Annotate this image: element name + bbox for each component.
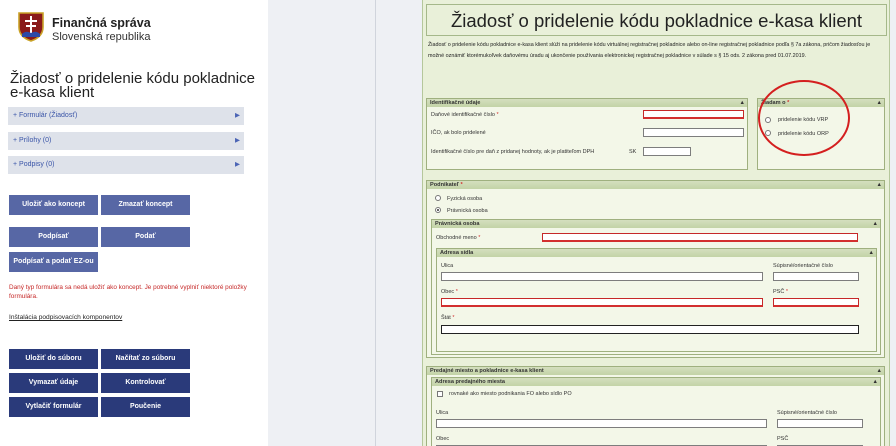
caret-up-icon[interactable]: ▲: [872, 379, 878, 385]
required-mark: *: [478, 235, 481, 241]
label-text: Obchodné meno: [436, 235, 477, 241]
obchodne-meno-label: [436, 235, 480, 241]
icdph-label: Identifikačné číslo pre daň z pridanej hodnoty, ak je platiteľom DPH: [431, 149, 595, 155]
ico-label: IČO, ak bolo pridelené: [431, 130, 486, 136]
stat-select[interactable]: [441, 325, 859, 334]
accordion-podpisy[interactable]: [8, 156, 244, 174]
ulica-input[interactable]: [436, 419, 767, 428]
form-title: Žiadosť o pridelenie kódu pokladnice e-kasa klient: [450, 10, 863, 31]
obec-label: [441, 289, 458, 295]
section-ident: [426, 98, 748, 170]
section-title: Adresa predajného miesta: [435, 379, 505, 385]
caret-up-icon[interactable]: ▲: [739, 100, 745, 106]
supisne-label: Súpisné/orientačné číslo: [773, 263, 833, 269]
sk-prefix: SK: [629, 149, 637, 155]
label-text: Daňové identifikačné číslo: [431, 112, 495, 118]
section-header: [427, 181, 884, 189]
save-file-button[interactable]: Uložiť do súboru: [9, 349, 98, 369]
highlight-circle: [758, 80, 850, 156]
icdph-input[interactable]: [643, 147, 691, 156]
supisne-input[interactable]: [773, 272, 859, 281]
section-pravnicka: [431, 219, 881, 355]
label-text: PSČ: [773, 289, 785, 295]
rovnake-checkbox[interactable]: [437, 391, 443, 397]
dic-label: [431, 112, 499, 118]
caret-up-icon[interactable]: ▲: [876, 100, 882, 106]
required-mark: *: [787, 100, 790, 106]
page-title: Žiadosť o pridelenie kódu pokladnice e-kasa klient: [10, 70, 255, 101]
sign-submit-button[interactable]: Podpísať a podať EZ-ou: [9, 252, 98, 272]
ico-input[interactable]: [643, 128, 744, 137]
print-button[interactable]: Vytlačiť formulár: [9, 397, 98, 417]
brand-name: Finančná správa: [52, 16, 151, 30]
required-mark: *: [496, 112, 499, 118]
install-components-link[interactable]: Inštalácia podpisovacích komponentov: [9, 314, 123, 321]
caret-up-icon[interactable]: ▲: [876, 182, 882, 188]
ulica-input[interactable]: [441, 272, 763, 281]
section-header: [427, 99, 747, 107]
required-mark: *: [452, 315, 455, 321]
vrp-label: pridelenie kódu VRP: [778, 117, 829, 123]
section-podnikatel: [426, 180, 885, 358]
radio-pravnicka[interactable]: [435, 207, 441, 213]
label-text: Štát: [441, 315, 451, 321]
psc-label: [773, 289, 788, 295]
brand-country: Slovenská republika: [52, 31, 151, 43]
required-mark: *: [455, 289, 458, 295]
section-header: [432, 378, 880, 386]
check-button[interactable]: Kontrolovať: [101, 373, 190, 393]
fyzicka-label: Fyzická osoba: [447, 196, 483, 202]
form-canvas: [422, 0, 890, 446]
delete-draft-button[interactable]: Zmazať koncept: [101, 195, 190, 215]
crest-icon: [16, 10, 46, 42]
ulica-label: Ulica: [441, 263, 454, 269]
obchodne-meno-input[interactable]: [542, 233, 858, 242]
section-adresa-predajne: [431, 377, 881, 446]
chevron-right-icon: ▶: [235, 137, 240, 144]
section-predajne: [426, 366, 885, 446]
section-header: [427, 367, 884, 375]
accordion-formular[interactable]: [8, 107, 244, 125]
pravnicka-label: Právnická osoba: [447, 208, 488, 214]
section-title: Identifikačné údaje: [430, 100, 481, 106]
radio-fyzicka[interactable]: [435, 195, 441, 201]
chevron-right-icon: ▶: [235, 161, 240, 168]
load-file-button[interactable]: Načítať zo súboru: [101, 349, 190, 369]
required-mark: *: [460, 182, 463, 188]
caret-up-icon[interactable]: ▲: [876, 368, 882, 374]
chevron-right-icon: ▶: [235, 112, 240, 119]
psc-label: PSČ: [777, 436, 789, 442]
form-header: [426, 4, 887, 36]
caret-up-icon[interactable]: ▲: [872, 221, 878, 227]
section-title: Právnická osoba: [435, 221, 480, 227]
obec-label: Obec: [436, 436, 450, 442]
section-adresa-sidla: [436, 248, 877, 352]
save-draft-button[interactable]: Uložiť ako koncept: [9, 195, 98, 215]
submit-button[interactable]: Podať: [101, 227, 190, 247]
rovnake-label: rovnaké ako miesto podnikania FO alebo sídlo PO: [449, 391, 572, 397]
section-title: Podnikateľ: [430, 182, 459, 188]
caret-up-icon[interactable]: ▲: [868, 250, 874, 256]
accordion-prilohy[interactable]: [8, 132, 244, 150]
section-title: Predajné miesto a pokladnice e-kasa klient: [430, 368, 544, 374]
clear-data-button[interactable]: Vymazať údaje: [9, 373, 98, 393]
help-button[interactable]: Poučenie: [101, 397, 190, 417]
form-intro: Žiadosť o pridelenie kódu pokladnice e-kasa klient slúži na pridelenie kódu virtuálnej registračnej pokladnice alebo on-line registračnej pokladnice podľa § 7a zákona, pričom žiadosťou je možné oznámiť ktorémukoľvek daňovému úradu aj ukončenie používania elektronickej registračnej pokladnice v súlade s § 15 ods. 2 zákona pred 01.07.2019.: [428, 42, 871, 59]
dic-input[interactable]: [643, 110, 744, 119]
sign-button[interactable]: Podpísať: [9, 227, 98, 247]
ulica-label: Ulica: [436, 410, 449, 416]
section-header: [437, 249, 876, 257]
obec-input[interactable]: [441, 298, 763, 307]
required-mark: *: [785, 289, 788, 295]
accordion-label: + Prílohy (0): [13, 137, 52, 144]
stat-label: [441, 315, 454, 321]
left-panel: [0, 0, 268, 446]
warning-message: Daný typ formulára sa nedá uložiť ako koncept. Je potrebné vyplniť niektoré položky formulára.: [9, 284, 247, 300]
supisne-input[interactable]: [777, 419, 863, 428]
section-title: Žiadam o: [761, 100, 786, 106]
label-text: Obec: [441, 289, 455, 295]
orp-label: pridelenie kódu ORP: [778, 131, 829, 137]
psc-input[interactable]: [773, 298, 859, 307]
accordion-label: + Formulár (Žiadosť): [13, 112, 78, 119]
section-header: [432, 220, 880, 228]
section-title: Adresa sídla: [440, 250, 474, 256]
divider: [375, 0, 376, 446]
accordion-label: + Podpisy (0): [13, 161, 55, 168]
supisne-label: Súpisné/orientačné číslo: [777, 410, 837, 416]
